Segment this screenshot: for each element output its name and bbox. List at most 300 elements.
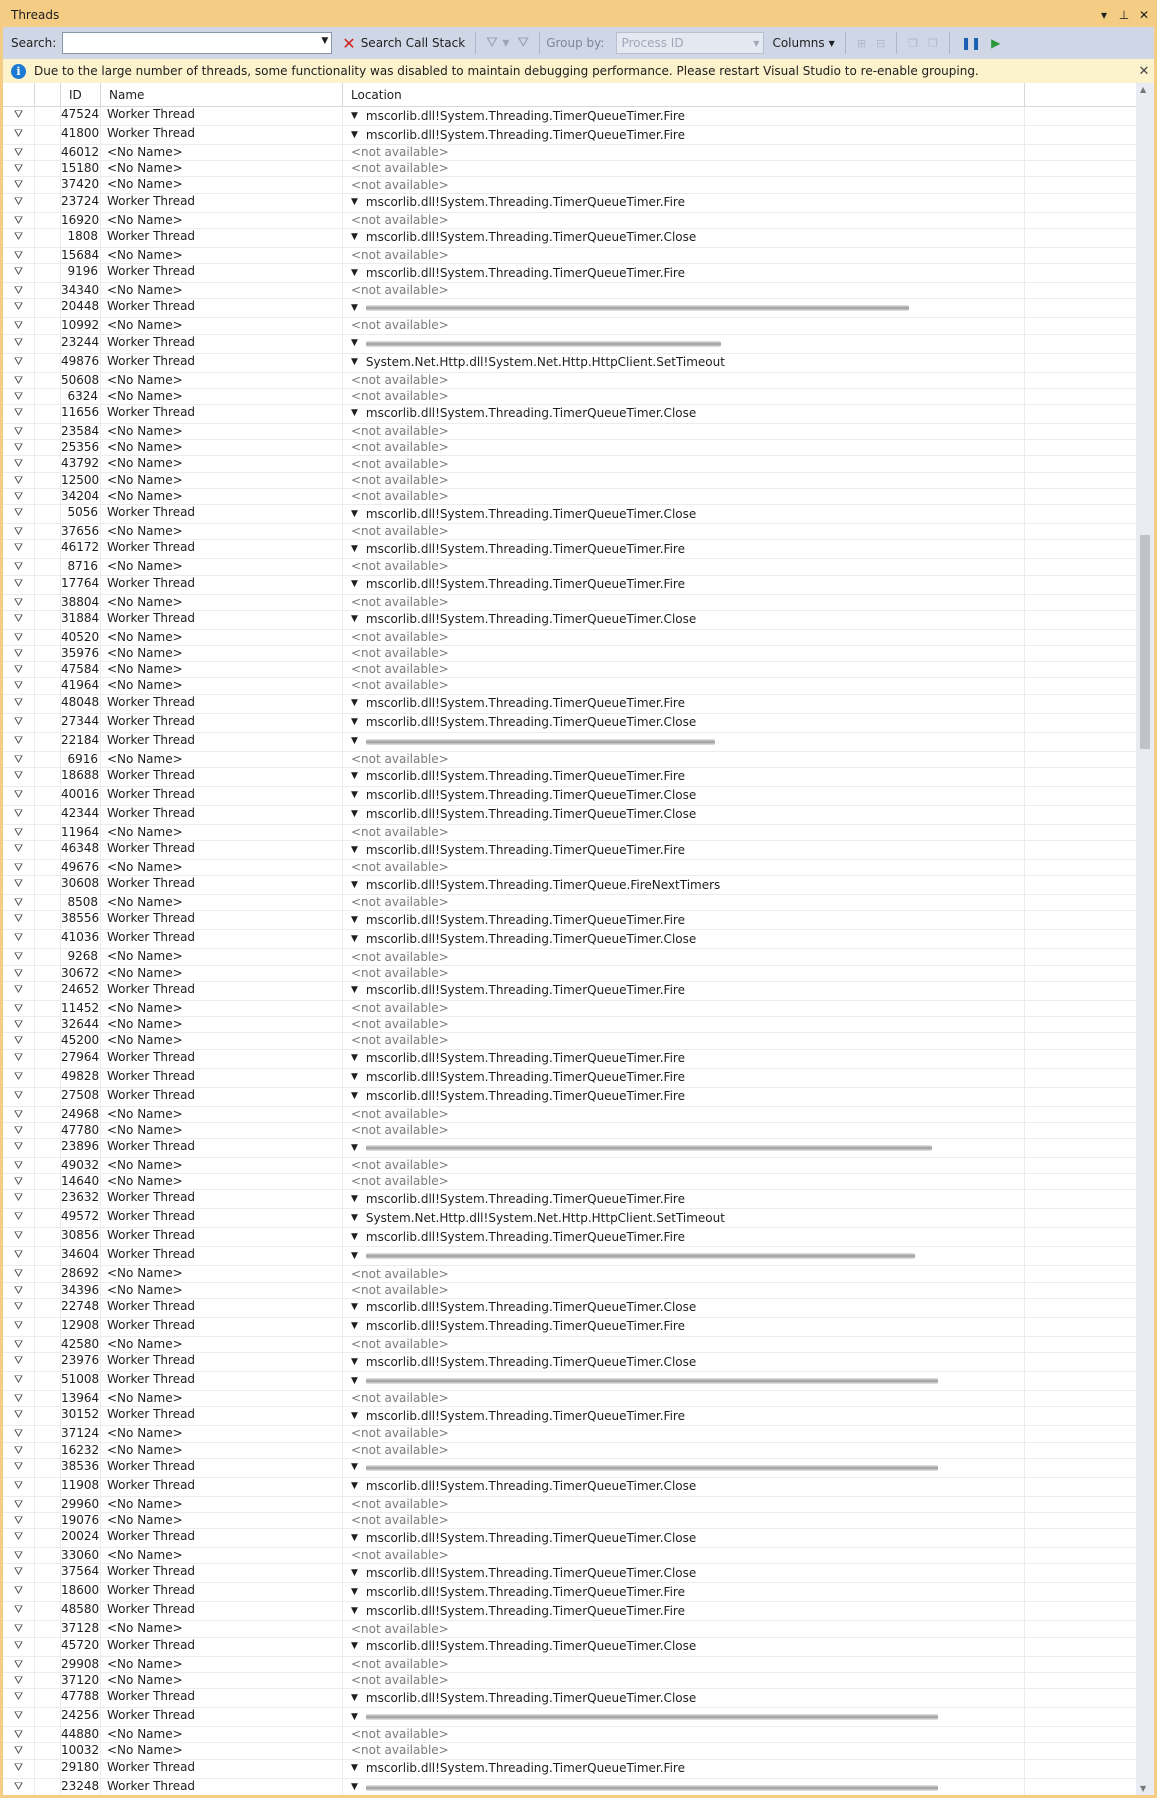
chevron-down-icon[interactable]: ▼ xyxy=(351,736,358,747)
search-combobox[interactable] xyxy=(62,32,332,54)
thread-location[interactable] xyxy=(343,611,1025,629)
thread-location[interactable] xyxy=(343,1621,1025,1636)
thread-location[interactable] xyxy=(343,930,1025,948)
thread-location[interactable] xyxy=(343,1017,1025,1032)
flag-icon[interactable]: ⛛ xyxy=(3,1372,35,1390)
flag-icon[interactable]: ⛛ xyxy=(3,473,35,488)
table-row[interactable] xyxy=(3,1727,1136,1743)
thread-location[interactable] xyxy=(343,440,1025,455)
chevron-down-icon[interactable]: ▼ xyxy=(351,771,358,782)
flag-icon[interactable]: ⛛ xyxy=(3,1564,35,1582)
flag-icon[interactable]: ⛛ xyxy=(3,930,35,948)
chevron-down-icon[interactable]: ▼ xyxy=(351,985,358,996)
table-row[interactable] xyxy=(3,505,1136,524)
flag-icon[interactable]: ⛛ xyxy=(3,1779,35,1796)
table-row[interactable] xyxy=(3,1391,1136,1407)
scroll-up-icon[interactable]: ▲ xyxy=(1140,85,1147,94)
table-row[interactable] xyxy=(3,1760,1136,1779)
thread-location[interactable] xyxy=(343,787,1025,805)
chevron-down-icon[interactable]: ▼ xyxy=(351,508,358,519)
thread-location[interactable] xyxy=(343,678,1025,693)
table-row[interactable] xyxy=(3,299,1136,318)
chevron-down-icon[interactable]: ▼ xyxy=(351,1091,358,1102)
thread-location[interactable] xyxy=(343,825,1025,840)
chevron-down-icon[interactable]: ▼ xyxy=(351,1410,358,1421)
flag-icon[interactable]: ⛛ xyxy=(3,806,35,824)
flag-icon[interactable]: ⛛ xyxy=(3,630,35,645)
table-row[interactable] xyxy=(3,1708,1136,1727)
table-row[interactable] xyxy=(3,714,1136,733)
flag-icon[interactable]: ⛛ xyxy=(3,264,35,282)
thread-location[interactable] xyxy=(343,1564,1025,1582)
table-row[interactable] xyxy=(3,752,1136,768)
flag-icon[interactable]: ⛛ xyxy=(3,505,35,523)
thread-location[interactable] xyxy=(343,1548,1025,1563)
flag-icon[interactable]: ⛛ xyxy=(3,966,35,981)
table-row[interactable] xyxy=(3,1529,1136,1548)
table-row[interactable] xyxy=(3,1107,1136,1123)
flag-icon[interactable]: ⛛ xyxy=(3,248,35,263)
thread-location[interactable] xyxy=(343,540,1025,558)
thread-location[interactable] xyxy=(343,354,1025,372)
thread-location[interactable] xyxy=(343,161,1025,176)
table-row[interactable] xyxy=(3,373,1136,389)
table-row[interactable] xyxy=(3,389,1136,405)
thread-location[interactable] xyxy=(343,1426,1025,1441)
chevron-down-icon[interactable]: ▼ xyxy=(351,1586,358,1597)
table-row[interactable] xyxy=(3,161,1136,177)
chevron-down-icon[interactable]: ▼ xyxy=(351,1053,358,1064)
table-row[interactable] xyxy=(3,1564,1136,1583)
chevron-down-icon[interactable]: ▼ xyxy=(351,614,358,625)
flag-icon[interactable]: ⛛ xyxy=(3,489,35,504)
chevron-down-icon[interactable]: ▼ xyxy=(351,1072,358,1083)
thread-location[interactable] xyxy=(343,695,1025,713)
table-row[interactable] xyxy=(3,930,1136,949)
table-row[interactable] xyxy=(3,1779,1136,1796)
table-row[interactable] xyxy=(3,876,1136,895)
table-row[interactable] xyxy=(3,825,1136,841)
flag-icon[interactable]: ⛛ xyxy=(3,405,35,423)
table-row[interactable] xyxy=(3,630,1136,646)
thread-location[interactable] xyxy=(343,1318,1025,1336)
flag-icon[interactable]: ⛛ xyxy=(3,1743,35,1758)
flag-icon[interactable]: ⛛ xyxy=(3,662,35,677)
table-row[interactable] xyxy=(3,895,1136,911)
chevron-down-icon[interactable]: ▼ xyxy=(351,1692,358,1703)
thread-location[interactable] xyxy=(343,1299,1025,1317)
chevron-down-icon[interactable]: ▼ xyxy=(351,1193,358,1204)
chevron-down-icon[interactable]: ▼ xyxy=(351,698,358,709)
thread-location[interactable] xyxy=(343,318,1025,333)
table-row[interactable] xyxy=(3,611,1136,630)
flag-icon[interactable]: ⛛ xyxy=(3,1050,35,1068)
chevron-down-icon[interactable]: ▼ xyxy=(351,844,358,855)
chevron-down-icon[interactable]: ▼ xyxy=(351,717,358,728)
thaw-icon[interactable]: ❐ xyxy=(928,36,938,50)
flag-icon[interactable]: ⛛ xyxy=(3,1107,35,1122)
chevron-down-icon[interactable]: ▼ xyxy=(351,1532,358,1543)
thread-location[interactable] xyxy=(343,860,1025,875)
thread-location[interactable] xyxy=(343,1174,1025,1189)
table-row[interactable] xyxy=(3,213,1136,229)
thread-location[interactable] xyxy=(343,806,1025,824)
table-row[interactable] xyxy=(3,405,1136,424)
table-row[interactable] xyxy=(3,1583,1136,1602)
flag-icon[interactable]: ⛛ xyxy=(3,646,35,661)
flag-icon[interactable]: ⛛ xyxy=(3,678,35,693)
table-row[interactable] xyxy=(3,1407,1136,1426)
table-row[interactable] xyxy=(3,646,1136,662)
thread-location[interactable] xyxy=(343,1673,1025,1688)
thread-location[interactable] xyxy=(343,405,1025,423)
search-call-stack-button[interactable] xyxy=(338,31,469,55)
flag-icon[interactable]: ⛛ xyxy=(3,1513,35,1528)
table-row[interactable] xyxy=(3,733,1136,752)
table-row[interactable] xyxy=(3,1673,1136,1689)
flag-icon[interactable]: ⛛ xyxy=(3,1497,35,1512)
table-row[interactable] xyxy=(3,1228,1136,1247)
flag-icon[interactable]: ⛛ xyxy=(3,1283,35,1298)
flag-icon[interactable]: ⛛ xyxy=(3,949,35,964)
thread-location[interactable] xyxy=(343,630,1025,645)
chevron-down-icon[interactable]: ▼ xyxy=(351,1321,358,1332)
thread-location[interactable] xyxy=(343,1391,1025,1406)
chevron-down-icon[interactable]: ▼ xyxy=(351,790,358,801)
flag-icon[interactable]: ⛛ xyxy=(3,876,35,894)
flag-icon[interactable]: ⛛ xyxy=(3,860,35,875)
thread-location[interactable] xyxy=(343,1123,1025,1138)
table-row[interactable] xyxy=(3,1353,1136,1372)
chevron-down-icon[interactable]: ▼ xyxy=(351,338,358,349)
table-row[interactable] xyxy=(3,1190,1136,1209)
thread-location[interactable] xyxy=(343,895,1025,910)
thread-location[interactable] xyxy=(343,1602,1025,1620)
thread-location[interactable] xyxy=(343,373,1025,388)
flag-icon[interactable]: ⛛ xyxy=(3,283,35,298)
table-row[interactable] xyxy=(3,595,1136,611)
flag-icon[interactable]: ⛛ xyxy=(3,1353,35,1371)
table-row[interactable] xyxy=(3,1069,1136,1088)
vertical-scrollbar[interactable] xyxy=(1136,83,1154,1795)
thread-location[interactable] xyxy=(343,841,1025,859)
flag-icon[interactable]: ⛛ xyxy=(3,1247,35,1265)
flag-column-header[interactable] xyxy=(3,83,35,107)
table-row[interactable] xyxy=(3,966,1136,982)
table-row[interactable] xyxy=(3,1266,1136,1282)
flag-icon[interactable]: ⛛ xyxy=(3,1478,35,1496)
chevron-down-icon[interactable]: ▼ xyxy=(351,1375,358,1386)
table-row[interactable] xyxy=(3,1459,1136,1478)
thread-location[interactable] xyxy=(343,949,1025,964)
thread-location[interactable] xyxy=(343,595,1025,610)
table-row[interactable] xyxy=(3,949,1136,965)
chevron-down-icon[interactable]: ▼ xyxy=(351,579,358,589)
thread-location[interactable] xyxy=(343,1337,1025,1352)
flag-icon[interactable]: ⛛ xyxy=(3,1337,35,1352)
table-row[interactable] xyxy=(3,911,1136,930)
table-row[interactable] xyxy=(3,1478,1136,1497)
table-row[interactable] xyxy=(3,524,1136,540)
table-row[interactable] xyxy=(3,787,1136,806)
table-row[interactable] xyxy=(3,1638,1136,1657)
pin-icon[interactable]: ⊥ xyxy=(1118,8,1130,22)
filter-icon[interactable]: ⛛ xyxy=(517,35,530,51)
thread-location[interactable] xyxy=(343,389,1025,404)
table-row[interactable] xyxy=(3,456,1136,472)
table-row[interactable] xyxy=(3,1158,1136,1174)
table-row[interactable] xyxy=(3,126,1136,145)
chevron-down-icon[interactable]: ▼ xyxy=(351,1641,358,1652)
thread-location[interactable] xyxy=(343,1638,1025,1656)
thread-location[interactable] xyxy=(343,1209,1025,1227)
group-by-select[interactable] xyxy=(616,32,764,54)
thread-location[interactable] xyxy=(343,456,1025,471)
thread-location[interactable] xyxy=(343,1001,1025,1016)
flag-icon[interactable]: ⛛ xyxy=(3,354,35,372)
flag-icon[interactable]: ⛛ xyxy=(3,595,35,610)
flag-icon[interactable]: ⛛ xyxy=(3,126,35,144)
chevron-down-icon[interactable]: ▼ xyxy=(351,1711,358,1722)
freeze-icon[interactable]: ❐ xyxy=(908,36,919,50)
chevron-down-icon[interactable]: ▼ xyxy=(351,1462,358,1473)
chevron-down-icon[interactable]: ▼ xyxy=(351,129,358,140)
thread-location[interactable] xyxy=(343,1050,1025,1068)
flag-icon[interactable]: ⛛ xyxy=(3,1228,35,1246)
flag-icon[interactable]: ⛛ xyxy=(3,825,35,840)
thread-location[interactable] xyxy=(343,145,1025,160)
flag-icon[interactable]: ⛛ xyxy=(3,1001,35,1016)
thread-location[interactable] xyxy=(343,1190,1025,1208)
chevron-down-icon[interactable]: ▼ xyxy=(351,1356,358,1367)
flag-icon[interactable]: ⛛ xyxy=(3,373,35,388)
chevron-down-icon[interactable]: ▼ xyxy=(351,1567,358,1578)
thread-location[interactable] xyxy=(343,966,1025,981)
thread-location[interactable] xyxy=(343,1247,1025,1265)
flag-icon[interactable]: ⛛ xyxy=(3,1139,35,1157)
flag-icon[interactable]: ⛛ xyxy=(3,611,35,629)
table-row[interactable] xyxy=(3,559,1136,575)
table-row[interactable] xyxy=(3,1513,1136,1529)
chevron-down-icon[interactable]: ▼ xyxy=(351,809,358,820)
table-row[interactable] xyxy=(3,1318,1136,1337)
thread-location[interactable] xyxy=(343,177,1025,192)
flag-icon[interactable]: ⛛ xyxy=(3,1459,35,1477)
thread-location[interactable] xyxy=(343,505,1025,523)
thread-location[interactable] xyxy=(343,1708,1025,1726)
thread-location[interactable] xyxy=(343,1743,1025,1758)
chevron-down-icon[interactable]: ▼ xyxy=(351,543,358,554)
flag-icon[interactable]: ⛛ xyxy=(3,213,35,228)
table-row[interactable] xyxy=(3,1139,1136,1158)
table-row[interactable] xyxy=(3,678,1136,694)
table-row[interactable] xyxy=(3,283,1136,299)
thread-location[interactable] xyxy=(343,576,1025,594)
thread-location[interactable] xyxy=(343,1583,1025,1601)
thread-location[interactable] xyxy=(343,213,1025,228)
table-row[interactable] xyxy=(3,1247,1136,1266)
flag-icon[interactable]: ⛛ xyxy=(3,714,35,732)
chevron-down-icon[interactable]: ▼ xyxy=(351,879,358,890)
thread-location[interactable] xyxy=(343,1088,1025,1106)
thread-location[interactable] xyxy=(343,1779,1025,1796)
flag-icon[interactable]: ⛛ xyxy=(3,576,35,594)
table-row[interactable] xyxy=(3,318,1136,334)
thread-location[interactable] xyxy=(343,1069,1025,1087)
expand-icon[interactable]: ⊞ xyxy=(856,36,867,50)
thread-location[interactable] xyxy=(343,646,1025,661)
scrollbar-thumb[interactable] xyxy=(1140,535,1150,749)
table-row[interactable] xyxy=(3,1033,1136,1049)
flag-icon[interactable]: ⛛ xyxy=(3,1088,35,1106)
flag-icon[interactable]: ⛛ xyxy=(3,229,35,247)
chevron-down-icon[interactable]: ▼ xyxy=(351,197,358,208)
thread-location[interactable] xyxy=(343,1107,1025,1122)
table-row[interactable] xyxy=(3,1123,1136,1139)
chevron-down-icon[interactable]: ▼ xyxy=(351,933,358,944)
chevron-down-icon[interactable]: ▼ xyxy=(321,36,329,46)
flag-icon[interactable]: ⛛ xyxy=(3,982,35,1000)
flag-icon[interactable]: ⛛ xyxy=(3,1638,35,1656)
flag-icon[interactable]: ⛛ xyxy=(3,524,35,539)
marker-column-header[interactable] xyxy=(35,83,61,107)
chevron-down-icon[interactable]: ▼ xyxy=(351,1605,358,1616)
table-row[interactable] xyxy=(3,1088,1136,1107)
table-row[interactable] xyxy=(3,248,1136,264)
table-row[interactable] xyxy=(3,424,1136,440)
table-row[interactable] xyxy=(3,1426,1136,1442)
table-row[interactable] xyxy=(3,1743,1136,1759)
flag-icon[interactable]: ⛛ xyxy=(3,389,35,404)
thread-location[interactable] xyxy=(343,752,1025,767)
table-row[interactable] xyxy=(3,1174,1136,1190)
thread-location[interactable] xyxy=(343,662,1025,677)
flag-icon[interactable]: ⛛ xyxy=(3,145,35,160)
thread-location[interactable] xyxy=(343,1689,1025,1707)
table-row[interactable] xyxy=(3,1689,1136,1708)
table-row[interactable] xyxy=(3,1443,1136,1459)
scroll-down-icon[interactable]: ▼ xyxy=(1140,1784,1147,1793)
thread-location[interactable] xyxy=(343,768,1025,786)
thread-location[interactable] xyxy=(343,982,1025,1000)
thread-location[interactable] xyxy=(343,229,1025,247)
flag-icon[interactable]: ⛛ xyxy=(3,1426,35,1441)
table-row[interactable] xyxy=(3,177,1136,193)
flag-icon[interactable]: ⛛ xyxy=(3,1708,35,1726)
table-row[interactable] xyxy=(3,145,1136,161)
flag-icon[interactable]: ⛛ xyxy=(3,1657,35,1672)
chevron-down-icon[interactable]: ▼ xyxy=(351,1250,358,1261)
table-row[interactable] xyxy=(3,229,1136,248)
chevron-down-icon[interactable]: ▼ xyxy=(351,1231,358,1242)
thread-location[interactable] xyxy=(343,335,1025,353)
chevron-down-icon[interactable]: ▼ xyxy=(351,357,358,368)
flag-icon[interactable]: ⛛ xyxy=(3,1529,35,1547)
table-row[interactable] xyxy=(3,1283,1136,1299)
chevron-down-icon[interactable]: ▼ xyxy=(351,1763,358,1773)
thread-location[interactable] xyxy=(343,248,1025,263)
flag-icon[interactable]: ⛛ xyxy=(3,1727,35,1742)
flag-icon[interactable]: ⛛ xyxy=(3,540,35,558)
table-row[interactable] xyxy=(3,806,1136,825)
flag-icon[interactable]: ⛛ xyxy=(3,440,35,455)
thread-location[interactable] xyxy=(343,1513,1025,1528)
thread-location[interactable] xyxy=(343,1459,1025,1477)
table-row[interactable] xyxy=(3,1657,1136,1673)
collapse-icon[interactable]: ⊟ xyxy=(876,36,886,50)
flag-icon[interactable]: ⛛ xyxy=(3,1209,35,1227)
flag-icon[interactable]: ⛛ xyxy=(3,299,35,317)
table-row[interactable] xyxy=(3,1497,1136,1513)
thread-location[interactable] xyxy=(343,299,1025,317)
flag-icon[interactable]: ⛛ xyxy=(3,1548,35,1563)
table-row[interactable] xyxy=(3,576,1136,595)
flag-icon[interactable]: ⛛ xyxy=(3,1602,35,1620)
chevron-down-icon[interactable]: ▼ xyxy=(351,232,358,243)
flag-icon[interactable]: ⛛ xyxy=(3,1266,35,1281)
chevron-down-icon[interactable]: ▼ xyxy=(351,408,358,419)
thread-location[interactable] xyxy=(343,1353,1025,1371)
filter-dropdown-icon[interactable]: ⛛ ▾ xyxy=(486,35,510,51)
chevron-down-icon[interactable]: ▼ xyxy=(351,302,358,313)
table-row[interactable] xyxy=(3,1372,1136,1391)
thread-location[interactable] xyxy=(343,107,1025,125)
table-row[interactable] xyxy=(3,1017,1136,1033)
chevron-down-icon[interactable]: ▼ xyxy=(351,110,358,121)
table-row[interactable] xyxy=(3,1602,1136,1621)
flag-icon[interactable]: ⛛ xyxy=(3,161,35,176)
thread-location[interactable] xyxy=(343,1372,1025,1390)
table-row[interactable] xyxy=(3,194,1136,213)
table-row[interactable] xyxy=(3,107,1136,126)
flag-icon[interactable]: ⛛ xyxy=(3,1069,35,1087)
flag-icon[interactable]: ⛛ xyxy=(3,1407,35,1425)
flag-icon[interactable]: ⛛ xyxy=(3,424,35,439)
thread-location[interactable] xyxy=(343,264,1025,282)
flag-icon[interactable]: ⛛ xyxy=(3,1583,35,1601)
table-row[interactable] xyxy=(3,695,1136,714)
thread-location[interactable] xyxy=(343,911,1025,929)
flag-icon[interactable]: ⛛ xyxy=(3,318,35,333)
thread-location[interactable] xyxy=(343,1727,1025,1742)
flag-icon[interactable]: ⛛ xyxy=(3,841,35,859)
flag-icon[interactable]: ⛛ xyxy=(3,1673,35,1688)
flag-icon[interactable]: ⛛ xyxy=(3,1033,35,1048)
pause-icon[interactable]: ❚❚ xyxy=(961,36,982,50)
table-row[interactable] xyxy=(3,1621,1136,1637)
thread-location[interactable] xyxy=(343,1760,1025,1778)
location-column-header[interactable]: Location xyxy=(343,83,1025,107)
table-row[interactable] xyxy=(3,354,1136,373)
thread-location[interactable] xyxy=(343,559,1025,574)
chevron-down-icon[interactable]: ▼ xyxy=(351,1212,358,1223)
thread-location[interactable] xyxy=(343,876,1025,894)
table-row[interactable] xyxy=(3,489,1136,505)
thread-location[interactable] xyxy=(343,1266,1025,1281)
thread-location[interactable] xyxy=(343,424,1025,439)
flag-icon[interactable]: ⛛ xyxy=(3,695,35,713)
flag-icon[interactable]: ⛛ xyxy=(3,1391,35,1406)
thread-location[interactable] xyxy=(343,1139,1025,1157)
thread-location[interactable] xyxy=(343,1158,1025,1173)
thread-location[interactable] xyxy=(343,489,1025,504)
table-row[interactable] xyxy=(3,860,1136,876)
flag-icon[interactable]: ⛛ xyxy=(3,768,35,786)
flag-icon[interactable]: ⛛ xyxy=(3,1123,35,1138)
flag-icon[interactable]: ⛛ xyxy=(3,194,35,212)
flag-icon[interactable]: ⛛ xyxy=(3,456,35,471)
table-row[interactable] xyxy=(3,540,1136,559)
